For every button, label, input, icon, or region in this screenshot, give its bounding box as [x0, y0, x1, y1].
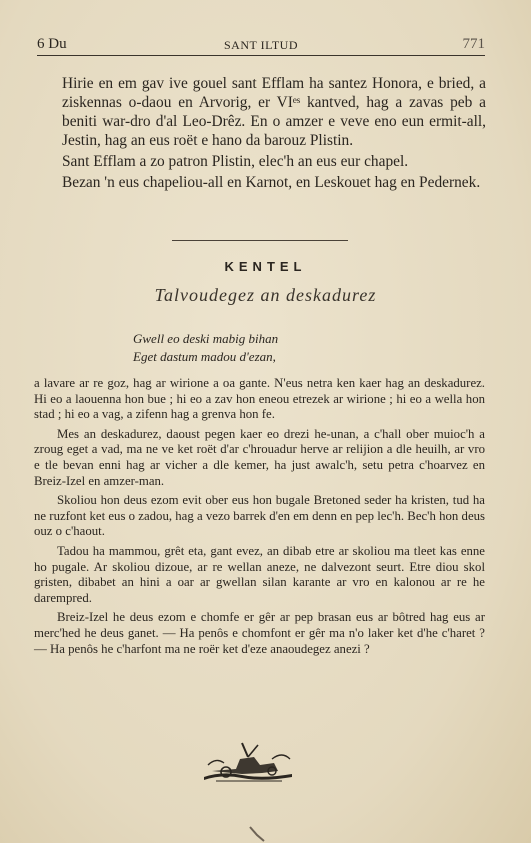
running-header: [37, 36, 485, 56]
intro-paragraph: Bezan 'n eus chapeliou-all en Karnot, en Leskouet hag en Pedernek.: [62, 174, 481, 191]
body-paragraph: Skoliou hon deus ezom evit ober eus hon bugale Bretoned seder ha kristen, tud ha ne ruzfont ket eus o zadou, hag a vezo barrek d'en em denn en pep lec'h. Bec'h hon deus ouz o c'haout.: [34, 493, 485, 539]
body-paragraph: a lavare ar re goz, hag ar wirione a oa gante. N'eus netra ken kaer hag an deskadurez. Hi eo a laouenna hon bue ; hi eo a zav hon eneou etrezek ar wirione ; hi eo a wella hon stad ; hi eo a vag, a zifenn hag a grenva hon fe.: [34, 376, 485, 422]
article-text: [34, 376, 485, 661]
plough-vignette-icon: [202, 741, 294, 785]
epigraph-line: Gwell eo deski mabig bihan: [133, 331, 279, 346]
intro-paragraph: Hirie en em gav ive gouel sant Efflam ha santez Honora, e bried, a ziskennas o-daou en Arvorig, er VIᵉˢ kantved, hag a zavas peb a beniti war-dro d'al Leo-Drêz. En o amzer e veve eno eun ermit-all, Jestin, hag an eus roët e hano da barouz Plistin.: [62, 75, 486, 149]
intro-paragraph: Sant Efflam a zo patron Plistin, elec'h an eus eur chapel.: [62, 153, 409, 170]
epigraph: [133, 330, 433, 366]
header-rule: [37, 55, 485, 56]
header-title: SANT ILTUD: [223, 38, 298, 52]
header-date: 6 Du: [37, 36, 67, 52]
body-paragraph: Tadou ha mammou, grêt eta, gant evez, an dibab etre ar skoliou ma tleet kas enne ho pugale. Ar skoliou dizoue, ar re wellan aneze, ne dalvezont seurt. Etre diou skol gristen, dibabet an hini a oar ar gwellan silan karante ar vro en kalonou ar re he darempred.: [34, 543, 485, 605]
epigraph-line: Eget dastum madou d'ezan,: [133, 349, 276, 364]
ink-mark: [248, 825, 266, 843]
page-number: 771: [462, 36, 485, 52]
section-divider: [172, 240, 348, 241]
body-paragraph: Breiz-Izel he deus ezom e chomfe er gêr ar pep brasan eus ar bôtred hag eus ar merc'hed he deus ganet. — Ha penôs e chomfont er gêr ma n'o laker ket d'he c'haret ? — Ha penôs he c'harfont ma ne roër ket d'eze anaoudegez anezi ?: [34, 610, 485, 656]
section-title: KENTEL: [224, 259, 307, 274]
body-paragraph: Mes an deskadurez, daoust pegen kaer eo drezi he-unan, a c'hall ober muioc'h a zroug eget a vad, ma ne ve ket roët d'ar c'hrouadur herve ar relijion a dle heuilh, ar vro e tle bevan enni hag ar vicher a dle kemer, ha just awalc'h, setu petra c'hoarvez en Breiz-Izel en amzer-man.: [34, 426, 485, 488]
section-subtitle: Talvoudegez an deskadurez: [154, 285, 377, 305]
intro-text: [62, 74, 486, 192]
